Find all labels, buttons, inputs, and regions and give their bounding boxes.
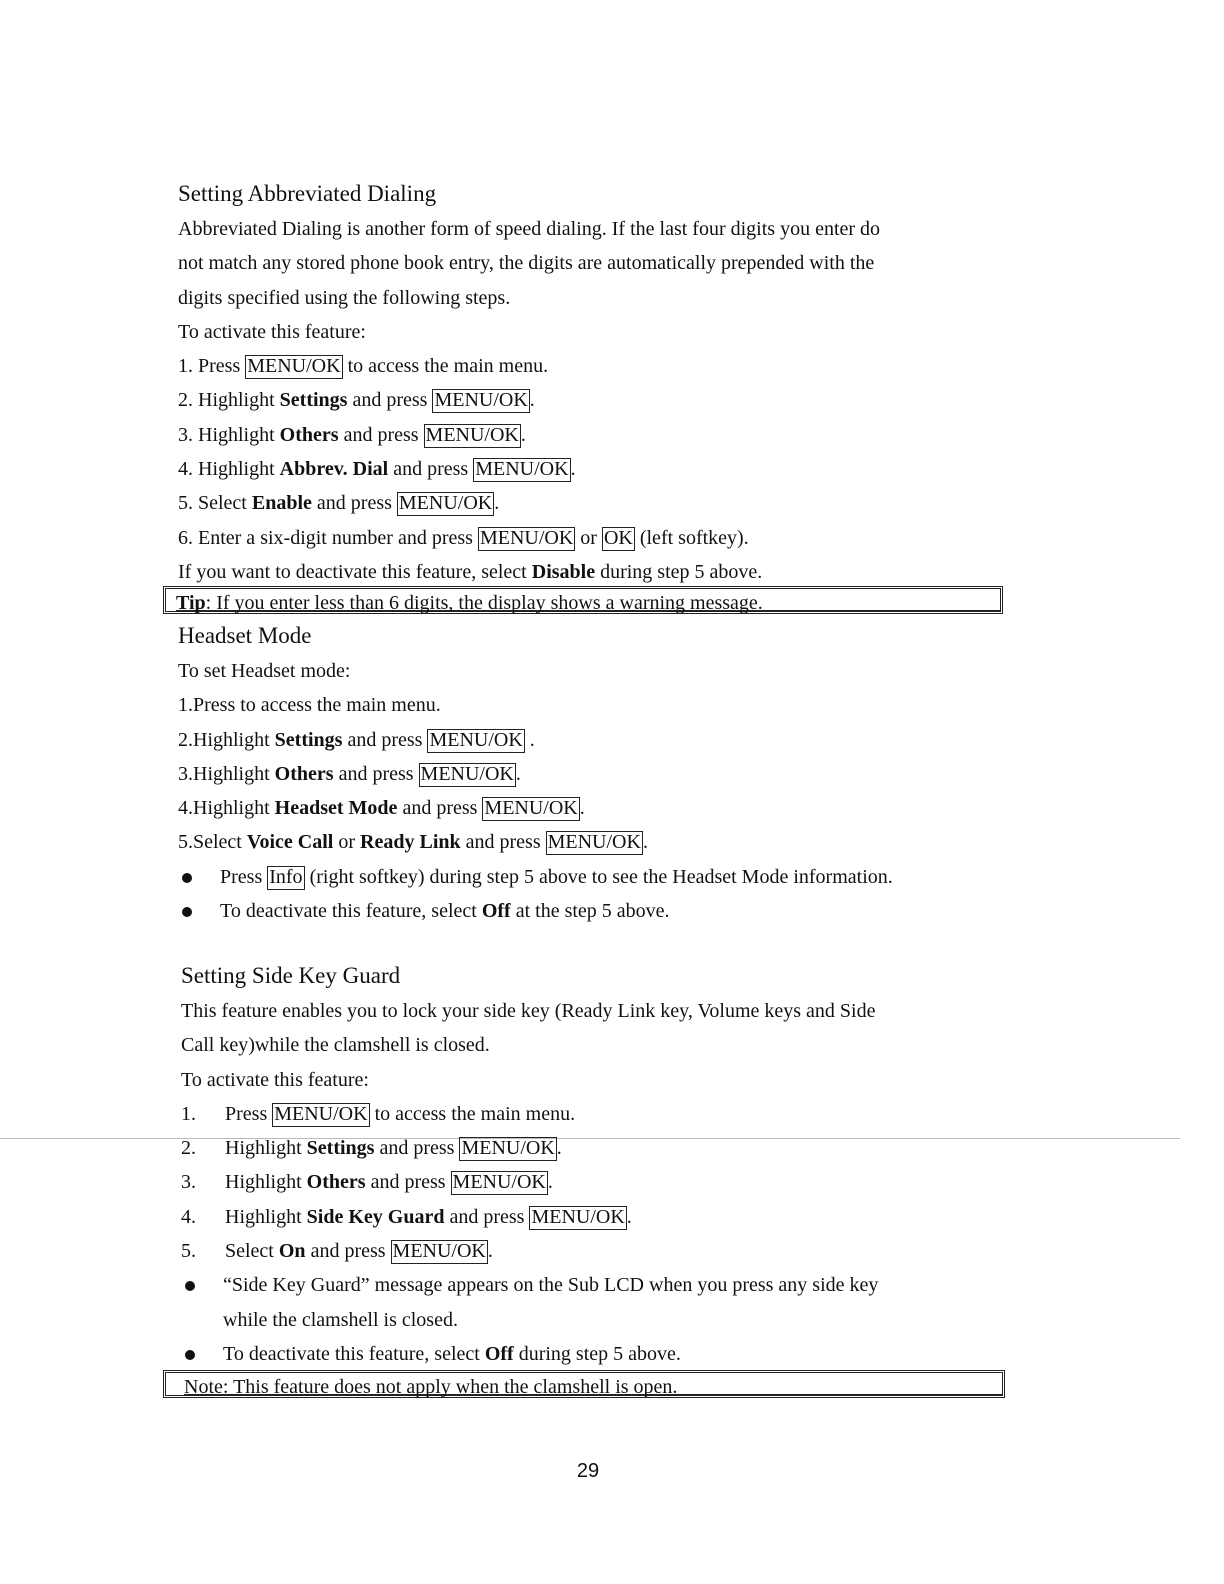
activate-label: To activate this feature: [178,320,366,343]
note-text: : This feature does not apply when the clamshell is open. [222,1376,678,1398]
step-1: 1. Press MENU/OK to access the main menu. [178,355,549,378]
menu-ok-key: MENU/OK [429,728,523,751]
bullet-item: To deactivate this feature, select Off during step 5 above. [181,1337,1021,1371]
ok-key: OK [603,526,633,549]
step-1: 1.Press to access the main menu. [178,694,441,717]
menu-ok-key: MENU/OK [484,797,578,820]
menu-ok-key: MENU/OK [452,1171,546,1194]
menu-ok-key: MENU/OK [274,1102,368,1125]
activate-label: To activate this feature: [181,1068,369,1091]
note-box [163,1370,1005,1398]
menu-ok-key: MENU/OK [479,526,574,549]
step-5: 5. Select Enable and press MENU/OK . [178,492,500,515]
section-side-key-guard [181,958,1021,1371]
menu-ok-key: MENU/OK [398,492,493,515]
bullet-item: Press Info (right softkey) during step 5 above to see the Headset Mode information. [178,860,1018,894]
step-3: 3.Highlight Others and press MENU/OK . [178,762,521,785]
section-title: Setting Abbreviated Dialing [178,181,437,206]
bullet-continuation: while the clamshell is closed. [223,1308,458,1331]
section-headset-mode [178,618,1018,928]
section-title: Setting Side Key Guard [181,963,401,988]
page-number: 29 [576,1460,600,1482]
note-label: Note [184,1376,223,1398]
step-6: 6. Enter a six-digit number and press MENU/OK or OK (left softkey). [178,526,749,549]
menu-ok-key: MENU/OK [461,1137,555,1160]
section-abbreviated-dialing [178,176,1018,589]
tip-label: Tip [176,592,206,614]
step-2: 2. Highlight Settings and press MENU/OK . [181,1137,562,1160]
paragraph-line: To set Headset mode: [178,660,351,682]
tip-box [163,586,1003,614]
menu-ok-key: MENU/OK [434,389,528,412]
menu-ok-key: MENU/OK [425,423,519,446]
step-4: 4. Highlight Side Key Guard and press MENU/OK . [181,1205,632,1228]
paragraph-line: Abbreviated Dialing is another form of speed dialing. If the last four digits you enter do [178,218,881,240]
menu-ok-key: MENU/OK [247,355,341,378]
step-4: 4.Highlight Headset Mode and press MENU/OK . [178,797,585,820]
paragraph-line: This feature enables you to lock your side key (Ready Link key, Volume keys and Side [181,1000,876,1022]
menu-ok-key: MENU/OK [547,831,641,854]
info-key: Info [269,865,303,888]
section-title: Headset Mode [178,623,312,648]
tip-text: : If you enter less than 6 digits, the display shows a warning message. [205,592,763,614]
bullet-item: “Side Key Guard” message appears on the Sub LCD when you press any side key [181,1268,1021,1302]
paragraph-line: Call key)while the clamshell is closed. [181,1034,490,1057]
paragraph-line: not match any stored phone book entry, the digits are automatically prepended with the [178,252,875,275]
step-2: 2.Highlight Settings and press MENU/OK . [178,728,535,751]
menu-ok-key: MENU/OK [392,1240,486,1263]
step-3: 3. Highlight Others and press MENU/OK . [178,423,526,446]
menu-ok-key: MENU/OK [420,762,514,785]
step-1: 1. Press MENU/OK to access the main menu. [181,1102,576,1125]
step-5: 5.Select Voice Call or Ready Link and press MENU/OK . [178,831,648,854]
step-4: 4. Highlight Abbrev. Dial and press MENU/OK . [178,458,576,481]
step-5: 5. Select On and press MENU/OK . [181,1240,493,1263]
step-2: 2. Highlight Settings and press MENU/OK . [178,389,535,412]
deactivate-line: If you want to deactivate this feature, select Disable during step 5 above. [178,560,763,583]
bullet-item: To deactivate this feature, select Off at the step 5 above. [178,894,1018,928]
menu-ok-key: MENU/OK [531,1205,625,1228]
paragraph-line: digits specified using the following steps. [178,286,511,309]
step-3: 3. Highlight Others and press MENU/OK . [181,1171,553,1194]
menu-ok-key: MENU/OK [475,458,569,481]
